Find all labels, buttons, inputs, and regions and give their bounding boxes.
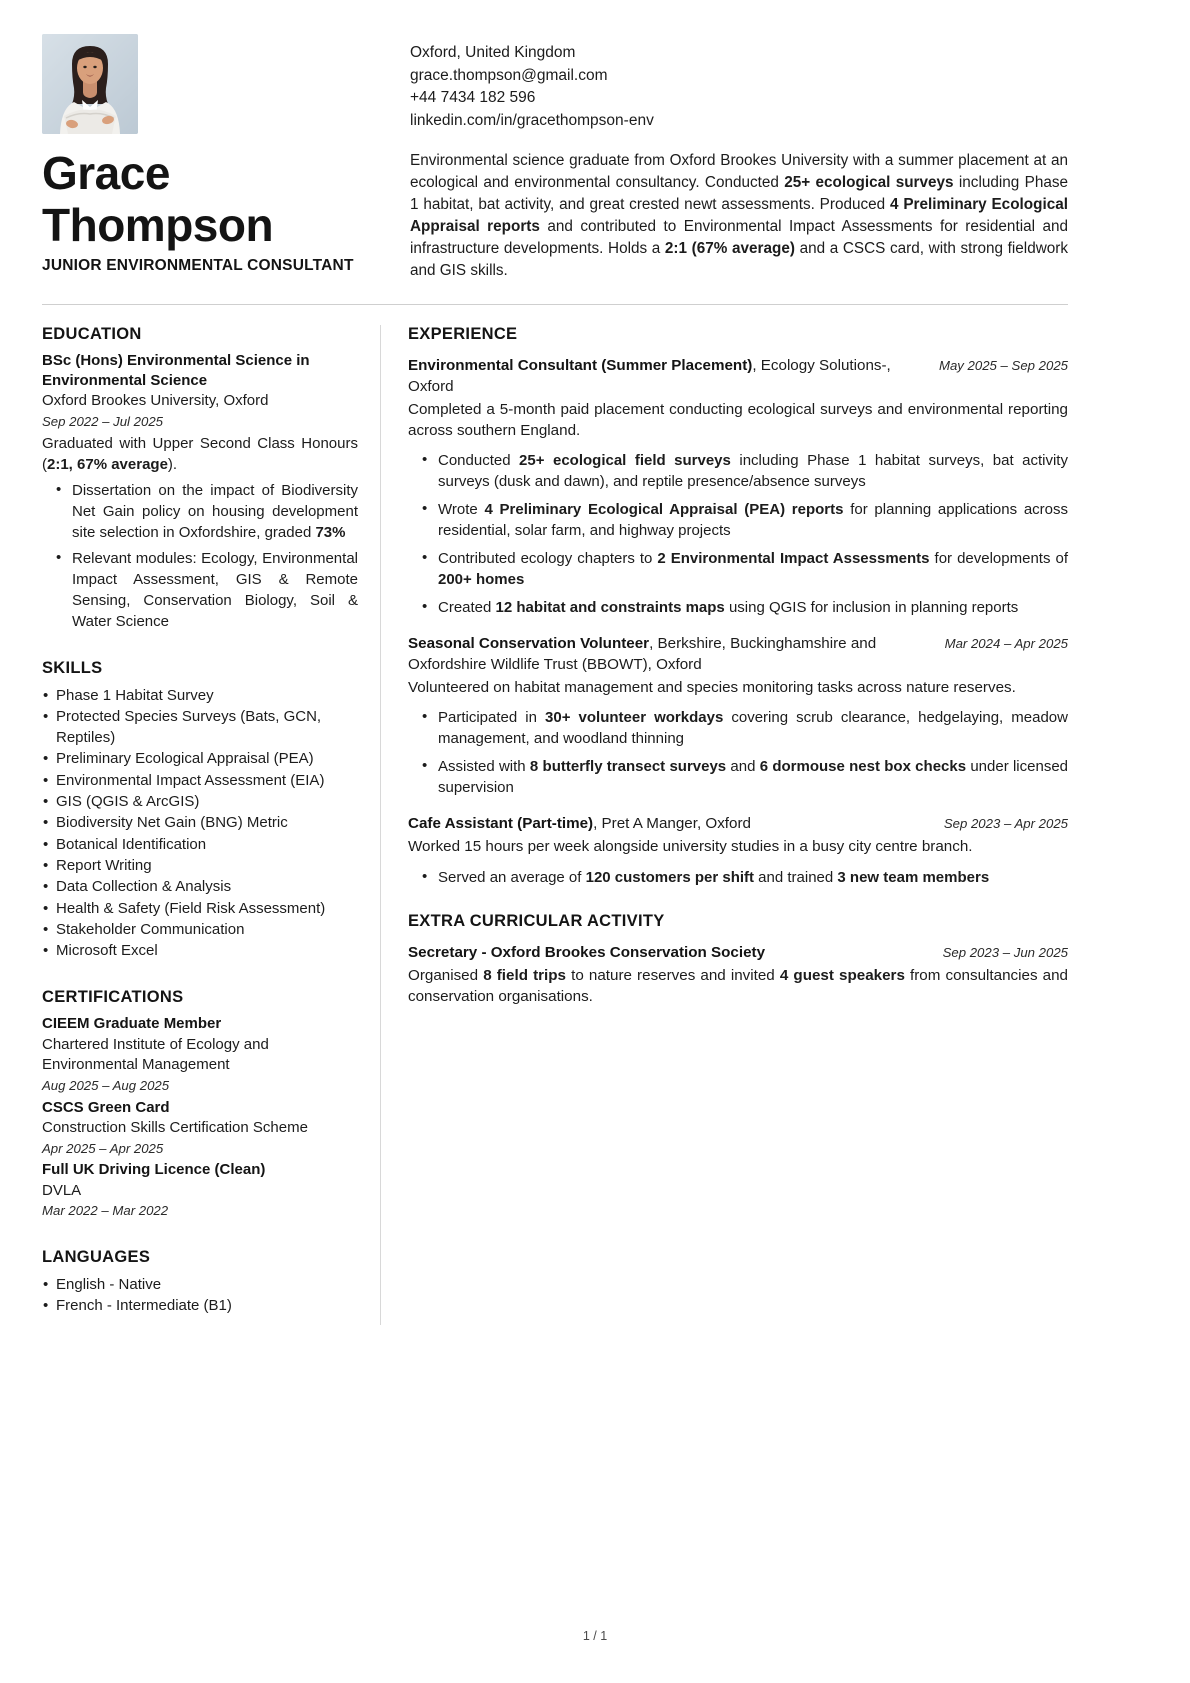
experience-bullets xyxy=(408,867,1068,888)
list-item: • Data Collection & Analysis xyxy=(56,876,358,897)
section-heading-extra-curricular: EXTRA CURRICULAR ACTIVITY xyxy=(408,911,665,930)
list-item: • Created 12 habitat and constraints maps using QGIS for inclusion in planning reports xyxy=(438,597,1068,618)
experience-role-and-company: Cafe Assistant (Part-time), Pret A Manger, Oxford xyxy=(408,815,751,833)
page-title xyxy=(42,148,362,251)
extra-curricular-title: Secretary - Oxford Brookes Conservation Society xyxy=(408,943,766,961)
list-item: • English - Native xyxy=(56,1274,358,1295)
resume-body xyxy=(42,325,1068,1325)
certification-entry xyxy=(42,1014,358,1095)
certification-entry xyxy=(42,1098,358,1159)
list-item: • Microsoft Excel xyxy=(56,940,358,961)
education-degree: BSc (Hons) Environmental Science in Environmental Science xyxy=(42,351,310,389)
languages-list xyxy=(42,1274,358,1317)
section-heading-languages: LANGUAGES xyxy=(42,1247,151,1266)
experience-date: Mar 2024 – Apr 2025 xyxy=(944,636,1068,652)
section-heading-education: EDUCATION xyxy=(42,324,142,343)
experience-description: Volunteered on habitat management and species monitoring tasks across nature reserves. xyxy=(408,679,1016,697)
experience-entry xyxy=(408,634,1068,798)
education-bullets xyxy=(42,480,358,632)
section-heading-experience: EXPERIENCE xyxy=(408,324,518,343)
certification-issuer: Chartered Institute of Ecology and Environmental Management xyxy=(42,1035,269,1074)
list-item: • Served an average of 120 customers per shift and trained 3 new team members xyxy=(438,867,1068,888)
list-item: • Preliminary Ecological Appraisal (PEA) xyxy=(56,748,358,769)
extra-curricular-date: Sep 2023 – Jun 2025 xyxy=(942,944,1068,960)
education-entry xyxy=(42,351,358,632)
left-column xyxy=(42,325,380,1325)
experience-entry-head xyxy=(408,356,1068,398)
contact-email[interactable]: grace.thompson@gmail.com xyxy=(410,66,608,84)
certification-date: Mar 2022 – Mar 2022 xyxy=(42,1203,169,1219)
list-item: • Conducted 25+ ecological field surveys including Phase 1 habitat surveys, bat activity surveys (dusk and dawn), and reptile presence/absence surveys xyxy=(438,450,1068,492)
list-item: • Assisted with 8 butterfly transect surveys and 6 dormouse nest box checks under licensed supervision xyxy=(438,756,1068,798)
education-institution: Oxford Brookes University, Oxford xyxy=(42,392,269,410)
skills-list xyxy=(42,685,358,962)
experience-entry-head xyxy=(408,634,1068,676)
experience-entry xyxy=(408,356,1068,619)
contact-linkedin[interactable]: linkedin.com/in/gracethompson-env xyxy=(410,111,654,129)
profile-photo xyxy=(42,34,138,134)
professional-summary: Environmental science graduate from Oxford Brookes University with a summer placement at an ecological and environmental consultancy. Conducted 25+ ecological surveys including Phase 1 habitat, bat activity, and great crested newt assessments. Produced 4 Preliminary Ecological Appraisal reports and contributed to Environmental Impact Assessments for residential and infrastructure developments. Holds a 2:1 (67% average) and a CSCS card, with strong fieldwork and GIS skills. xyxy=(410,151,1069,279)
contact-location: Oxford, United Kingdom xyxy=(410,44,576,61)
extra-curricular-entry xyxy=(408,943,1068,1008)
first-name: Grace xyxy=(42,147,170,199)
header-divider xyxy=(42,304,1068,305)
certification-date: Aug 2025 – Aug 2025 xyxy=(42,1078,170,1094)
last-name: Thompson xyxy=(42,198,274,251)
certification-date: Apr 2025 – Apr 2025 xyxy=(42,1140,164,1156)
page-footer: 1 / 1 xyxy=(582,1629,608,1643)
section-heading-skills: SKILLS xyxy=(42,658,103,677)
experience-entry xyxy=(408,814,1068,887)
experience-description: Worked 15 hours per week alongside university studies in a busy city centre branch. xyxy=(408,838,973,856)
experience-date: May 2025 – Sep 2025 xyxy=(938,357,1068,373)
certification-title: CSCS Green Card xyxy=(42,1098,170,1116)
list-item: • GIS (QGIS & ArcGIS) xyxy=(56,791,358,812)
experience-entry-head xyxy=(408,814,1068,835)
section-languages xyxy=(42,1248,358,1317)
certifications-list xyxy=(42,1014,358,1220)
experience-bullets xyxy=(408,707,1068,798)
experience-list xyxy=(408,356,1068,888)
experience-role-and-company: Seasonal Conservation Volunteer, Berkshire, Buckinghamshire and Oxfordshire Wildlife Trust (BBOWT), Oxford xyxy=(408,635,877,674)
list-item: • Relevant modules: Ecology, Environmental Impact Assessment, GIS & Remote Sensing, Conservation Biology, Soil & Water Science xyxy=(72,548,358,632)
section-heading-certifications: CERTIFICATIONS xyxy=(42,988,184,1007)
resume-header xyxy=(42,34,1068,282)
experience-date: Sep 2023 – Apr 2025 xyxy=(943,816,1068,832)
list-item: • French - Intermediate (B1) xyxy=(56,1295,358,1316)
education-description: Graduated with Upper Second Class Honours (2:1, 67% average). xyxy=(42,434,358,473)
extra-curricular-entry-head xyxy=(408,943,1068,964)
job-title-subheading: JUNIOR ENVIRONMENTAL CONSULTANT xyxy=(42,257,354,275)
right-column xyxy=(380,325,1068,1325)
certification-entry xyxy=(42,1160,358,1221)
section-skills xyxy=(42,659,358,962)
list-item: • Dissertation on the impact of Biodiversity Net Gain policy on housing development site selection in Oxfordshire, graded 73% xyxy=(72,480,358,543)
experience-description: Completed a 5-month paid placement conducting ecological surveys and environmental reporting across southern England. xyxy=(408,400,1068,439)
certification-title: CIEEM Graduate Member xyxy=(42,1015,222,1033)
certification-issuer: Construction Skills Certification Scheme xyxy=(42,1119,308,1137)
list-item: • Wrote 4 Preliminary Ecological Appraisal (PEA) reports for planning applications across residential, solar farm, and highway projects xyxy=(438,499,1068,541)
experience-bullets xyxy=(408,450,1068,618)
list-item: • Participated in 30+ volunteer workdays covering scrub clearance, hedgelaying, meadow management, and woodland thinning xyxy=(438,707,1068,749)
list-item: • Stakeholder Communication xyxy=(56,919,358,940)
list-item: • Biodiversity Net Gain (BNG) Metric xyxy=(56,812,358,833)
extra-curricular-list xyxy=(408,943,1068,1008)
list-item: • Phase 1 Habitat Survey xyxy=(56,685,358,706)
certification-issuer: DVLA xyxy=(42,1181,82,1199)
list-item: • Health & Safety (Field Risk Assessment) xyxy=(56,898,358,919)
section-certifications xyxy=(42,988,358,1220)
contact-phone[interactable]: +44 7434 182 596 xyxy=(410,89,536,107)
list-item: • Environmental Impact Assessment (EIA) xyxy=(56,770,358,791)
section-education xyxy=(42,325,358,632)
education-date: Sep 2022 – Jul 2025 xyxy=(42,414,163,430)
list-item: • Botanical Identification xyxy=(56,834,358,855)
experience-role-and-company: Environmental Consultant (Summer Placement), Ecology Solutions-, Oxford xyxy=(408,356,891,395)
header-contact-and-summary xyxy=(372,34,1068,282)
list-item: • Protected Species Surveys (Bats, GCN, Reptiles) xyxy=(56,706,358,749)
extra-curricular-description: Organised 8 field trips to nature reserves and invited 4 guest speakers from consultancies and conservation organisations. xyxy=(408,966,1068,1005)
section-extra-curricular xyxy=(408,912,1068,1008)
list-item: • Contributed ecology chapters to 2 Environmental Impact Assessments for developments of 200+ homes xyxy=(438,548,1068,590)
section-experience xyxy=(408,325,1068,888)
list-item: • Report Writing xyxy=(56,855,358,876)
header-identity xyxy=(42,34,372,275)
certification-title: Full UK Driving Licence (Clean) xyxy=(42,1161,266,1179)
